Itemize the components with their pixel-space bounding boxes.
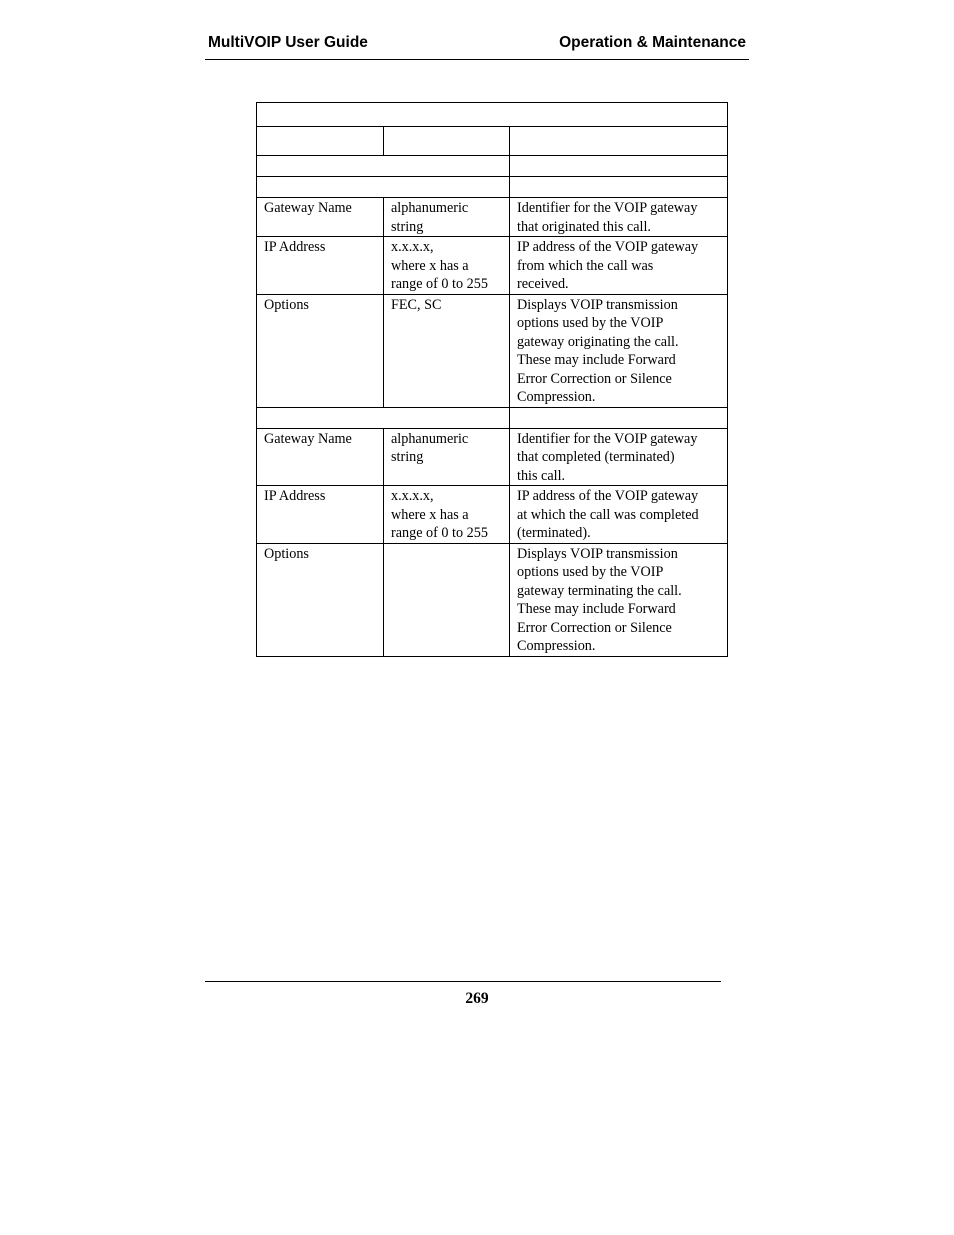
description-cell-line: IP address of the VOIP gateway <box>517 488 699 504</box>
description-cell-line: Error Correction or Silence <box>517 370 672 387</box>
values-cell <box>384 237 510 295</box>
values-cell <box>384 294 510 407</box>
description-cell-line: (terminated). <box>517 525 591 541</box>
description-cell <box>510 198 728 237</box>
description-cell-line: These may include Forward <box>517 352 676 368</box>
table-row <box>257 428 728 486</box>
values-cell <box>384 428 510 486</box>
page-number: 269 <box>465 990 489 1007</box>
section-cell <box>510 177 728 198</box>
table-header-row <box>257 127 728 156</box>
values-cell-line: string <box>391 449 424 465</box>
values-cell <box>384 543 510 656</box>
description-cell-line: at which the call was completed <box>517 506 699 523</box>
description-cell <box>510 486 728 544</box>
section-cell <box>510 156 728 177</box>
field-name-cell <box>257 486 384 544</box>
field-name: Options <box>264 296 309 313</box>
header-cell-description <box>510 127 728 156</box>
footer-rule <box>205 981 721 982</box>
section-cell <box>257 177 510 198</box>
call-progress-table <box>256 102 728 657</box>
description-cell-line: gateway originating the call. <box>517 333 679 350</box>
field-name: Gateway Name <box>264 200 352 216</box>
header-cell-values <box>384 127 510 156</box>
description-cell <box>510 428 728 486</box>
table-title-cell <box>257 103 728 127</box>
field-name: IP Address <box>264 488 326 504</box>
table-section-row <box>257 156 728 177</box>
values-cell <box>384 198 510 237</box>
description-cell-line: received. <box>517 276 569 292</box>
originating-section-row <box>257 177 728 198</box>
description-cell-line: Identifier for the VOIP gateway <box>517 430 698 447</box>
table-row <box>257 237 728 295</box>
terminating-section-row <box>257 407 728 428</box>
description-cell-line: Compression. <box>517 389 596 405</box>
description-cell-line: Compression. <box>517 638 596 654</box>
description-cell <box>510 294 728 407</box>
values-cell-line: alphanumeric <box>391 430 469 447</box>
table-title-row <box>257 103 728 127</box>
header-cell-field <box>257 127 384 156</box>
values-cell-line: FEC, SC <box>391 296 442 313</box>
values-cell-line: range of 0 to 255 <box>391 276 488 292</box>
values-cell <box>384 486 510 544</box>
values-cell-line: alphanumeric <box>391 200 469 216</box>
field-name-cell <box>257 294 384 407</box>
description-cell <box>510 543 728 656</box>
values-cell-line: x.x.x.x, <box>391 239 434 255</box>
table-row <box>257 294 728 407</box>
table-row <box>257 486 728 544</box>
description-cell-line: Identifier for the VOIP gateway <box>517 200 698 216</box>
field-name-cell <box>257 237 384 295</box>
description-cell-line: Displays VOIP transmission <box>517 545 678 562</box>
guide-title: MultiVOIP User Guide <box>208 34 368 51</box>
description-cell-line: that originated this call. <box>517 218 651 235</box>
values-cell-line: x.x.x.x, <box>391 488 434 504</box>
description-cell-line: gateway terminating the call. <box>517 582 682 599</box>
section-cell <box>257 156 510 177</box>
table-row <box>257 198 728 237</box>
field-name-cell <box>257 198 384 237</box>
description-cell-line: options used by the VOIP <box>517 564 664 580</box>
values-cell-line: where x has a <box>391 506 469 523</box>
description-cell-line: Error Correction or Silence <box>517 619 672 636</box>
section-cell <box>257 407 510 428</box>
values-cell-line: range of 0 to 255 <box>391 525 488 541</box>
values-cell-line: where x has a <box>391 257 469 274</box>
description-cell-line: options used by the VOIP <box>517 315 664 331</box>
description-cell-line: IP address of the VOIP gateway <box>517 239 699 255</box>
field-name: Gateway Name <box>264 430 352 447</box>
description-cell-line: this call. <box>517 467 566 484</box>
description-cell-line: from which the call was <box>517 257 654 274</box>
field-name: Options <box>264 545 309 562</box>
field-name-cell <box>257 428 384 486</box>
field-name-cell <box>257 543 384 656</box>
description-cell-line: that completed (terminated) <box>517 449 675 465</box>
page-header <box>205 33 749 60</box>
values-cell-line: string <box>391 218 424 235</box>
chapter-title: Operation & Maintenance <box>559 34 746 51</box>
table-row <box>257 543 728 656</box>
description-cell-line: These may include Forward <box>517 601 676 617</box>
section-cell <box>510 407 728 428</box>
description-cell-line: Displays VOIP transmission <box>517 296 678 313</box>
field-name: IP Address <box>264 239 326 255</box>
description-cell <box>510 237 728 295</box>
